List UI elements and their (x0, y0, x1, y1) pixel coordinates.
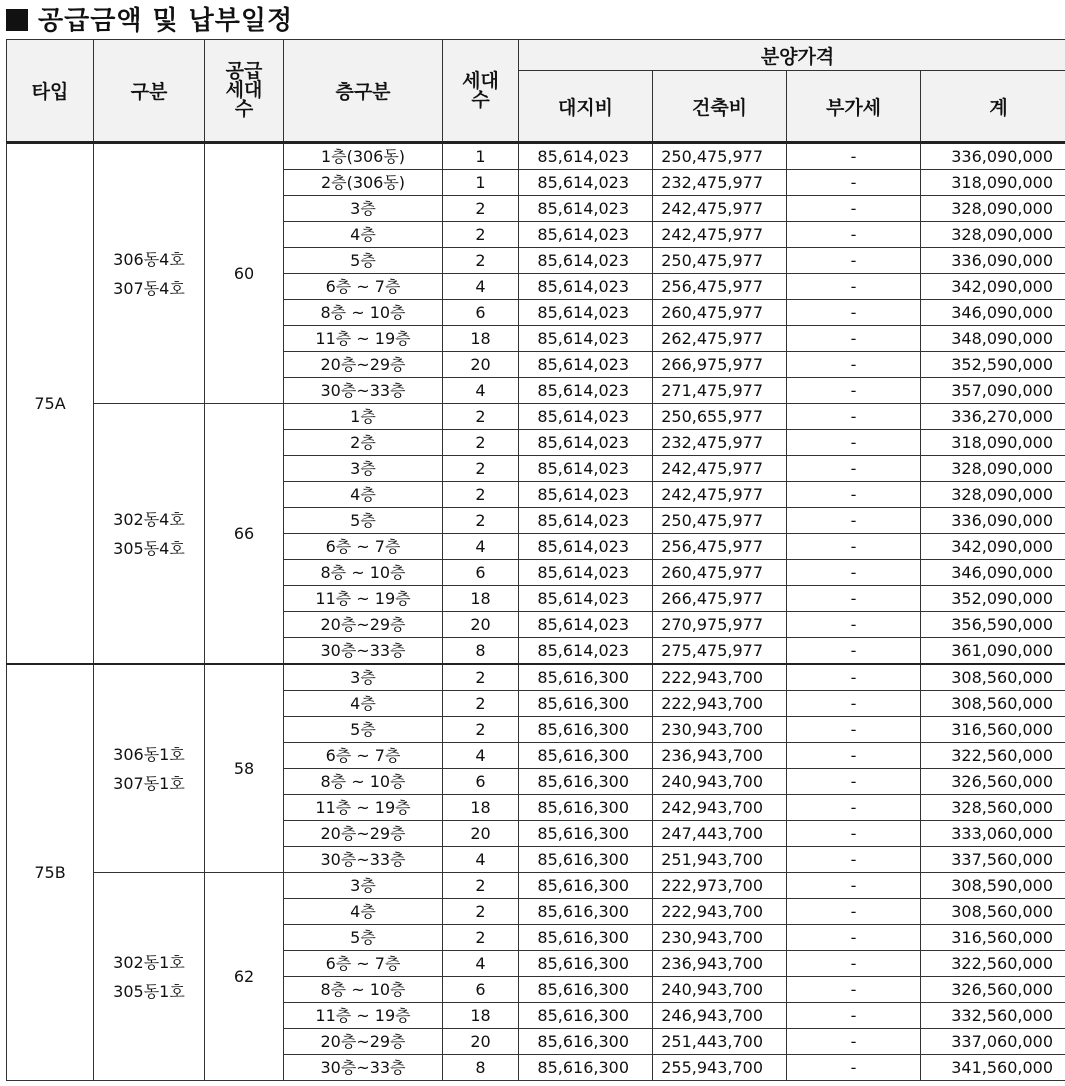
total-price-cell: 352,590,000 (921, 352, 1065, 378)
land-price-cell: 85,616,300 (519, 821, 653, 847)
land-price-cell: 85,616,300 (519, 873, 653, 899)
total-price-cell: 316,560,000 (921, 925, 1065, 951)
units-cell: 2 (443, 925, 519, 951)
total-price-cell: 328,090,000 (921, 482, 1065, 508)
total-price-cell: 352,090,000 (921, 586, 1065, 612)
floor-cell: 8층 ~ 10층 (284, 560, 443, 586)
building-price-cell: 242,475,977 (653, 456, 787, 482)
units-cell: 2 (443, 248, 519, 274)
land-price-cell: 85,614,023 (519, 326, 653, 352)
units-cell: 2 (443, 899, 519, 925)
land-price-cell: 85,614,023 (519, 482, 653, 508)
division-line: 307동4호 (113, 278, 185, 298)
land-price-cell: 85,616,300 (519, 977, 653, 1003)
header-supply-line1: 공급 (225, 60, 263, 82)
floor-cell: 6층 ~ 7층 (284, 743, 443, 769)
building-price-cell: 266,475,977 (653, 586, 787, 612)
building-price-cell: 242,475,977 (653, 222, 787, 248)
total-price-cell: 328,090,000 (921, 456, 1065, 482)
floor-cell: 11층 ~ 19층 (284, 326, 443, 352)
building-price-cell: 230,943,700 (653, 717, 787, 743)
total-price-cell: 308,560,000 (921, 691, 1065, 717)
floor-cell: 2층(306동) (284, 170, 443, 196)
total-price-cell: 357,090,000 (921, 378, 1065, 404)
units-cell: 6 (443, 977, 519, 1003)
vat-cell: - (787, 977, 921, 1003)
floor-cell: 6층 ~ 7층 (284, 534, 443, 560)
land-price-cell: 85,614,023 (519, 222, 653, 248)
header-land: 대지비 (519, 71, 653, 143)
table-row (7, 873, 1065, 899)
building-price-cell: 260,475,977 (653, 300, 787, 326)
floor-cell: 6층 ~ 7층 (284, 951, 443, 977)
vat-cell: - (787, 482, 921, 508)
building-price-cell: 270,975,977 (653, 612, 787, 638)
floor-cell: 8층 ~ 10층 (284, 769, 443, 795)
total-price-cell: 337,560,000 (921, 847, 1065, 873)
vat-cell: - (787, 326, 921, 352)
total-price-cell: 336,090,000 (921, 248, 1065, 274)
floor-cell: 4층 (284, 899, 443, 925)
vat-cell: - (787, 404, 921, 430)
land-price-cell: 85,616,300 (519, 1029, 653, 1055)
building-price-cell: 256,475,977 (653, 534, 787, 560)
header-units (443, 40, 519, 143)
floor-cell: 11층 ~ 19층 (284, 586, 443, 612)
floor-cell: 20층~29층 (284, 352, 443, 378)
units-cell: 6 (443, 769, 519, 795)
header-building: 건축비 (653, 71, 787, 143)
floor-cell: 3층 (284, 456, 443, 482)
units-cell: 1 (443, 170, 519, 196)
units-cell: 6 (443, 560, 519, 586)
division-line: 302동1호 (113, 952, 185, 972)
floor-cell: 1층(306동) (284, 143, 443, 170)
total-price-cell: 342,090,000 (921, 534, 1065, 560)
vat-cell: - (787, 1055, 921, 1081)
land-price-cell: 85,614,023 (519, 430, 653, 456)
floor-cell: 4층 (284, 482, 443, 508)
vat-cell: - (787, 508, 921, 534)
division-line: 305동1호 (113, 981, 185, 1001)
building-price-cell: 222,943,700 (653, 664, 787, 691)
land-price-cell: 85,614,023 (519, 248, 653, 274)
vat-cell: - (787, 899, 921, 925)
building-price-cell: 250,475,977 (653, 143, 787, 170)
building-price-cell: 255,943,700 (653, 1055, 787, 1081)
units-cell: 4 (443, 378, 519, 404)
land-price-cell: 85,614,023 (519, 274, 653, 300)
floor-cell: 30층~33층 (284, 847, 443, 873)
floor-cell: 30층~33층 (284, 378, 443, 404)
header-division: 구분 (94, 40, 205, 143)
units-cell: 2 (443, 430, 519, 456)
land-price-cell: 85,616,300 (519, 1055, 653, 1081)
building-price-cell: 232,475,977 (653, 430, 787, 456)
division-line: 306동4호 (113, 249, 185, 269)
land-price-cell: 85,616,300 (519, 717, 653, 743)
units-cell: 1 (443, 143, 519, 170)
building-price-cell: 236,943,700 (653, 951, 787, 977)
vat-cell: - (787, 248, 921, 274)
units-cell: 2 (443, 196, 519, 222)
table-row (7, 664, 1065, 691)
units-cell: 4 (443, 951, 519, 977)
building-price-cell: 247,443,700 (653, 821, 787, 847)
units-cell: 20 (443, 352, 519, 378)
supply-units-cell: 60 (205, 143, 284, 404)
vat-cell: - (787, 1029, 921, 1055)
page-title (6, 4, 293, 38)
vat-cell: - (787, 925, 921, 951)
land-price-cell: 85,616,300 (519, 664, 653, 691)
land-price-cell: 85,616,300 (519, 743, 653, 769)
building-price-cell: 242,475,977 (653, 482, 787, 508)
total-price-cell: 342,090,000 (921, 274, 1065, 300)
units-cell: 8 (443, 638, 519, 665)
page-title-text: 공급금액 및 납부일정 (38, 6, 294, 36)
vat-cell: - (787, 222, 921, 248)
building-price-cell: 260,475,977 (653, 560, 787, 586)
header-vat: 부가세 (787, 71, 921, 143)
units-cell: 6 (443, 300, 519, 326)
building-price-cell: 251,943,700 (653, 847, 787, 873)
type-cell: 75B (7, 664, 94, 1081)
total-price-cell: 332,560,000 (921, 1003, 1065, 1029)
building-price-cell: 222,943,700 (653, 899, 787, 925)
vat-cell: - (787, 769, 921, 795)
vat-cell: - (787, 300, 921, 326)
total-price-cell: 308,590,000 (921, 873, 1065, 899)
building-price-cell: 236,943,700 (653, 743, 787, 769)
building-price-cell: 275,475,977 (653, 638, 787, 665)
units-cell: 4 (443, 534, 519, 560)
land-price-cell: 85,614,023 (519, 638, 653, 665)
square-bullet-icon (6, 9, 28, 31)
division-line: 302동4호 (113, 509, 185, 529)
vat-cell: - (787, 873, 921, 899)
vat-cell: - (787, 821, 921, 847)
building-price-cell: 230,943,700 (653, 925, 787, 951)
building-price-cell: 256,475,977 (653, 274, 787, 300)
vat-cell: - (787, 951, 921, 977)
floor-cell: 5층 (284, 248, 443, 274)
table-row (7, 404, 1065, 430)
vat-cell: - (787, 586, 921, 612)
units-cell: 2 (443, 404, 519, 430)
building-price-cell: 271,475,977 (653, 378, 787, 404)
land-price-cell: 85,614,023 (519, 143, 653, 170)
units-cell: 4 (443, 847, 519, 873)
total-price-cell: 337,060,000 (921, 1029, 1065, 1055)
header-price-group: 분양가격 (519, 40, 1065, 71)
division-cell (94, 143, 205, 404)
total-price-cell: 346,090,000 (921, 560, 1065, 586)
floor-cell: 8층 ~ 10층 (284, 977, 443, 1003)
total-price-cell: 326,560,000 (921, 769, 1065, 795)
building-price-cell: 266,975,977 (653, 352, 787, 378)
units-cell: 20 (443, 821, 519, 847)
land-price-cell: 85,614,023 (519, 196, 653, 222)
total-price-cell: 308,560,000 (921, 664, 1065, 691)
floor-cell: 20층~29층 (284, 612, 443, 638)
land-price-cell: 85,614,023 (519, 352, 653, 378)
land-price-cell: 85,614,023 (519, 586, 653, 612)
floor-cell: 4층 (284, 222, 443, 248)
floor-cell: 2층 (284, 430, 443, 456)
units-cell: 2 (443, 691, 519, 717)
units-cell: 4 (443, 743, 519, 769)
total-price-cell: 326,560,000 (921, 977, 1065, 1003)
vat-cell: - (787, 534, 921, 560)
supply-units-cell: 62 (205, 873, 284, 1081)
units-cell: 2 (443, 222, 519, 248)
units-cell: 2 (443, 873, 519, 899)
building-price-cell: 251,443,700 (653, 1029, 787, 1055)
units-cell: 18 (443, 795, 519, 821)
total-price-cell: 322,560,000 (921, 743, 1065, 769)
land-price-cell: 85,614,023 (519, 300, 653, 326)
units-cell: 2 (443, 456, 519, 482)
units-cell: 2 (443, 664, 519, 691)
table-header (7, 40, 1065, 143)
land-price-cell: 85,616,300 (519, 769, 653, 795)
vat-cell: - (787, 352, 921, 378)
division-cell (94, 664, 205, 873)
land-price-cell: 85,614,023 (519, 612, 653, 638)
total-price-cell: 346,090,000 (921, 300, 1065, 326)
total-price-cell: 336,270,000 (921, 404, 1065, 430)
floor-cell: 5층 (284, 508, 443, 534)
vat-cell: - (787, 691, 921, 717)
vat-cell: - (787, 274, 921, 300)
floor-cell: 30층~33층 (284, 1055, 443, 1081)
vat-cell: - (787, 743, 921, 769)
land-price-cell: 85,616,300 (519, 691, 653, 717)
division-line: 306동1호 (113, 744, 185, 764)
land-price-cell: 85,614,023 (519, 560, 653, 586)
total-price-cell: 336,090,000 (921, 508, 1065, 534)
building-price-cell: 242,943,700 (653, 795, 787, 821)
total-price-cell: 336,090,000 (921, 143, 1065, 170)
building-price-cell: 250,475,977 (653, 248, 787, 274)
vat-cell: - (787, 847, 921, 873)
building-price-cell: 242,475,977 (653, 196, 787, 222)
floor-cell: 20층~29층 (284, 1029, 443, 1055)
supply-units-cell: 58 (205, 664, 284, 873)
total-price-cell: 341,560,000 (921, 1055, 1065, 1081)
vat-cell: - (787, 795, 921, 821)
floor-cell: 5층 (284, 925, 443, 951)
floor-cell: 6층 ~ 7층 (284, 274, 443, 300)
division-line: 305동4호 (113, 538, 185, 558)
building-price-cell: 240,943,700 (653, 977, 787, 1003)
vat-cell: - (787, 1003, 921, 1029)
units-cell: 2 (443, 508, 519, 534)
floor-cell: 8층 ~ 10층 (284, 300, 443, 326)
building-price-cell: 232,475,977 (653, 170, 787, 196)
units-cell: 8 (443, 1055, 519, 1081)
total-price-cell: 333,060,000 (921, 821, 1065, 847)
land-price-cell: 85,614,023 (519, 508, 653, 534)
land-price-cell: 85,614,023 (519, 404, 653, 430)
division-line: 307동1호 (113, 773, 185, 793)
building-price-cell: 250,475,977 (653, 508, 787, 534)
land-price-cell: 85,616,300 (519, 951, 653, 977)
building-price-cell: 222,973,700 (653, 873, 787, 899)
total-price-cell: 361,090,000 (921, 638, 1065, 665)
table-body (7, 143, 1065, 1081)
land-price-cell: 85,616,300 (519, 899, 653, 925)
building-price-cell: 250,655,977 (653, 404, 787, 430)
vat-cell: - (787, 638, 921, 665)
land-price-cell: 85,616,300 (519, 847, 653, 873)
floor-cell: 30층~33층 (284, 638, 443, 665)
units-cell: 2 (443, 717, 519, 743)
vat-cell: - (787, 378, 921, 404)
header-supply-line3: 수 (234, 98, 254, 120)
vat-cell: - (787, 560, 921, 586)
land-price-cell: 85,616,300 (519, 925, 653, 951)
building-price-cell: 262,475,977 (653, 326, 787, 352)
floor-cell: 3층 (284, 873, 443, 899)
units-cell: 20 (443, 612, 519, 638)
units-cell: 4 (443, 274, 519, 300)
division-cell (94, 873, 205, 1081)
header-total: 계 (921, 71, 1065, 143)
units-cell: 18 (443, 586, 519, 612)
units-cell: 18 (443, 1003, 519, 1029)
total-price-cell: 322,560,000 (921, 951, 1065, 977)
floor-cell: 5층 (284, 717, 443, 743)
total-price-cell: 308,560,000 (921, 899, 1065, 925)
floor-cell: 11층 ~ 19층 (284, 1003, 443, 1029)
land-price-cell: 85,614,023 (519, 534, 653, 560)
floor-cell: 11층 ~ 19층 (284, 795, 443, 821)
units-cell: 18 (443, 326, 519, 352)
total-price-cell: 318,090,000 (921, 170, 1065, 196)
building-price-cell: 222,943,700 (653, 691, 787, 717)
vat-cell: - (787, 430, 921, 456)
total-price-cell: 316,560,000 (921, 717, 1065, 743)
division-cell (94, 404, 205, 665)
header-supply-line2: 세대 (225, 79, 263, 101)
total-price-cell: 328,090,000 (921, 196, 1065, 222)
floor-cell: 20층~29층 (284, 821, 443, 847)
price-table (6, 39, 1065, 1081)
header-floor: 층구분 (284, 40, 443, 143)
floor-cell: 3층 (284, 664, 443, 691)
header-units-line1: 세대 (462, 69, 499, 92)
land-price-cell: 85,616,300 (519, 795, 653, 821)
building-price-cell: 240,943,700 (653, 769, 787, 795)
vat-cell: - (787, 170, 921, 196)
floor-cell: 3층 (284, 196, 443, 222)
supply-units-cell: 66 (205, 404, 284, 665)
table-row (7, 143, 1065, 170)
vat-cell: - (787, 664, 921, 691)
floor-cell: 1층 (284, 404, 443, 430)
header-units-line2: 수 (471, 88, 490, 111)
vat-cell: - (787, 143, 921, 170)
vat-cell: - (787, 612, 921, 638)
building-price-cell: 246,943,700 (653, 1003, 787, 1029)
units-cell: 2 (443, 482, 519, 508)
land-price-cell: 85,614,023 (519, 456, 653, 482)
vat-cell: - (787, 196, 921, 222)
total-price-cell: 356,590,000 (921, 612, 1065, 638)
land-price-cell: 85,616,300 (519, 1003, 653, 1029)
units-cell: 20 (443, 1029, 519, 1055)
land-price-cell: 85,614,023 (519, 378, 653, 404)
floor-cell: 4층 (284, 691, 443, 717)
total-price-cell: 328,090,000 (921, 222, 1065, 248)
vat-cell: - (787, 717, 921, 743)
total-price-cell: 328,560,000 (921, 795, 1065, 821)
type-cell: 75A (7, 143, 94, 665)
header-type: 타입 (7, 40, 94, 143)
total-price-cell: 348,090,000 (921, 326, 1065, 352)
vat-cell: - (787, 456, 921, 482)
land-price-cell: 85,614,023 (519, 170, 653, 196)
header-supply-units (205, 40, 284, 143)
total-price-cell: 318,090,000 (921, 430, 1065, 456)
